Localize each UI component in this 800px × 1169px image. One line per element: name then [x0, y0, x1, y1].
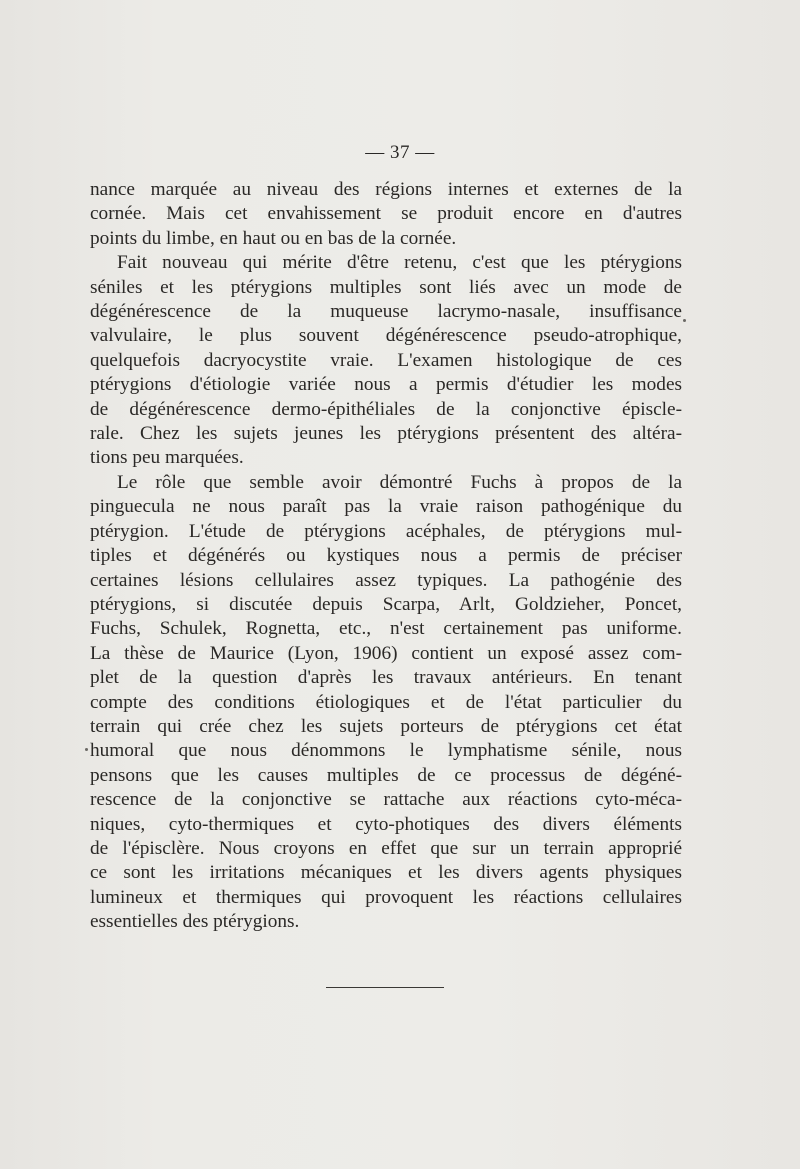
- page-number: — 37 —: [365, 142, 435, 163]
- text-line: séniles et les ptérygions multiples sont liés avec un mode de: [90, 276, 682, 298]
- text-line: essentielles des ptérygions.: [90, 911, 300, 933]
- text-line: Fait nouveau qui mérite d'être retenu, c'est que les ptérygions: [117, 252, 682, 274]
- text-line: pinguecula ne nous paraît pas la vraie raison pathogénique du: [90, 496, 682, 518]
- text-line: valvulaire, le plus souvent dégénérescence pseudo-atrophique,: [90, 325, 682, 347]
- text-line: rale. Chez les sujets jeunes les ptérygions présentent des altéra-: [90, 423, 682, 445]
- text-line: terrain qui crée chez les sujets porteurs de ptérygions cet état: [90, 715, 682, 737]
- text-line: pensons que les causes multiples de ce processus de dégéné-: [90, 764, 682, 786]
- text-line: dégénérescence de la muqueuse lacrymo-nasale, insuffisance: [90, 301, 682, 323]
- text-line: ce sont les irritations mécaniques et les divers agents physiques: [90, 862, 682, 884]
- text-line: ptérygions d'étiologie variée nous a permis d'étudier les modes: [90, 374, 682, 396]
- end-rule: [326, 987, 444, 988]
- body-text: [90, 178, 682, 935]
- text-line: La thèse de Maurice (Lyon, 1906) contient un exposé assez com-: [90, 642, 682, 664]
- text-line: ptérygions, si discutée depuis Scarpa, Arlt, Goldzieher, Poncet,: [90, 593, 682, 615]
- text-line: certaines lésions cellulaires assez typiques. La pathogénie des: [90, 569, 682, 591]
- text-line: points du limbe, en haut ou en bas de la cornée.: [90, 227, 457, 249]
- ink-speck: [683, 319, 686, 322]
- text-line: niques, cyto-thermiques et cyto-photiques des divers éléments: [90, 813, 682, 835]
- ink-speck: [85, 748, 88, 751]
- text-line: de l'épisclère. Nous croyons en effet que sur un terrain approprié: [90, 837, 682, 859]
- text-line: nance marquée au niveau des régions internes et externes de la: [90, 179, 682, 200]
- text-line: de dégénérescence dermo-épithéliales de la conjonctive épiscle-: [90, 398, 682, 420]
- text-line: quelquefois dacryocystite vraie. L'examen histologique de ces: [90, 349, 682, 371]
- text-line: Fuchs, Schulek, Rognetta, etc., n'est certainement pas uniforme.: [90, 618, 682, 640]
- text-line: Le rôle que semble avoir démontré Fuchs à propos de la: [117, 471, 682, 493]
- text-line: cornée. Mais cet envahissement se produit encore en d'autres: [90, 203, 682, 225]
- text-line: tions peu marquées.: [90, 447, 244, 469]
- text-line: humoral que nous dénommons le lymphatisme sénile, nous: [90, 740, 682, 762]
- text-line: plet de la question d'après les travaux antérieurs. En tenant: [90, 667, 682, 689]
- text-line: compte des conditions étiologiques et de l'état particulier du: [90, 691, 682, 713]
- text-line: ptérygion. L'étude de ptérygions acéphales, de ptérygions mul-: [90, 520, 682, 542]
- text-line: lumineux et thermiques qui provoquent les réactions cellulaires: [90, 886, 682, 908]
- text-line: rescence de la conjonctive se rattache aux réactions cyto-méca-: [90, 789, 682, 811]
- text-line: tiples et dégénérés ou kystiques nous a permis de préciser: [90, 545, 682, 567]
